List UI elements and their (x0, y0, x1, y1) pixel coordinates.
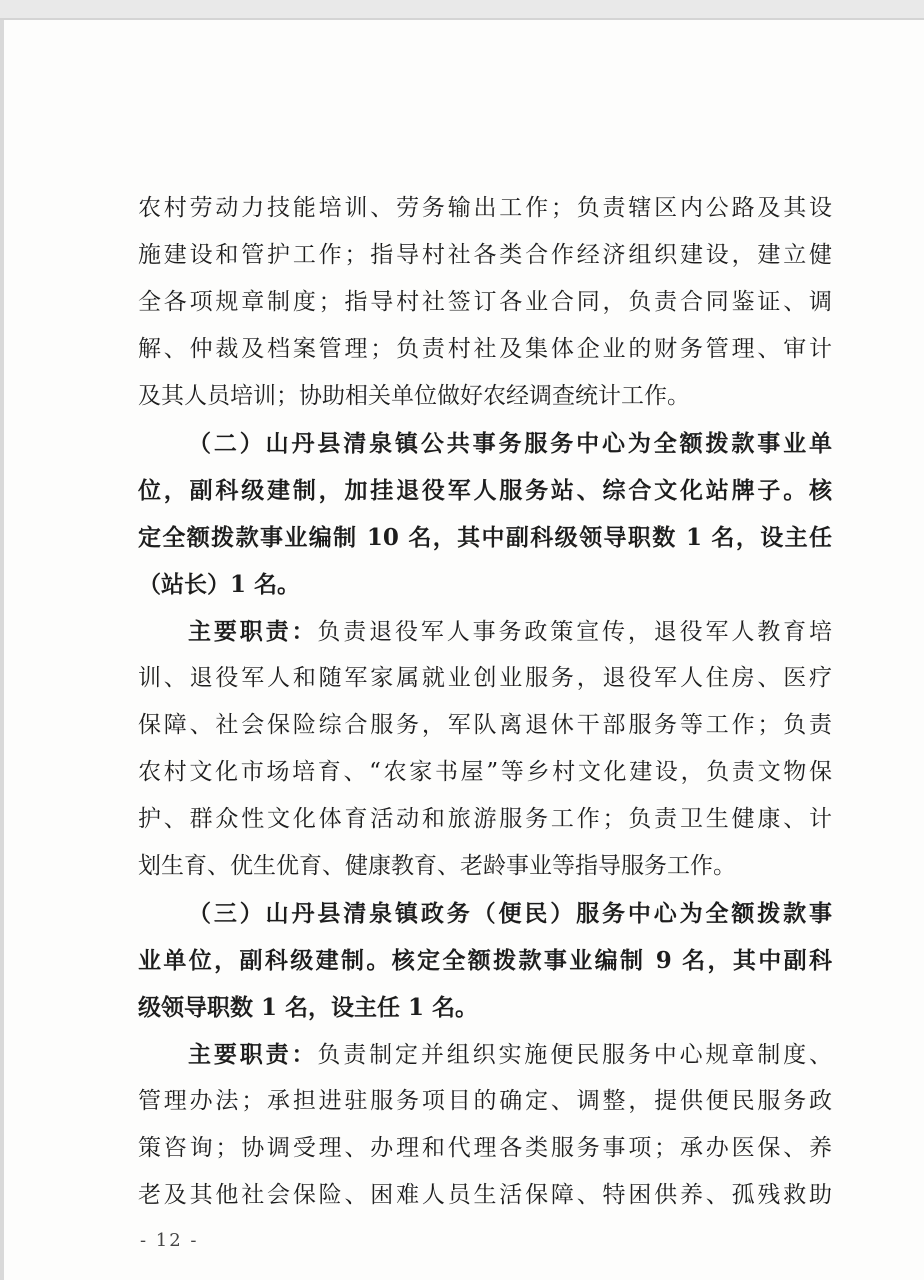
section-heading-line: 级领导职数 1 名，设主任 1 名。 (138, 994, 479, 1021)
paragraph-line: 农村劳动力技能培训、劳务输出工作；负责辖区内公路及其设 (138, 195, 832, 221)
section-heading-line: （二）山丹县清泉镇公共事务服务中心为全额拨款事业单 (188, 430, 832, 457)
paragraph-line: 施建设和管护工作；指导村社各类合作经济组织建设，建立健 (138, 242, 832, 268)
paragraph-line: 全各项规章制度；指导村社签订各业合同，负责合同鉴证、调 (138, 289, 832, 315)
paragraph-line: 老及其他社会保险、困难人员生活保障、特困供养、孤残救助 (138, 1182, 832, 1208)
paragraph-line: 及其人员培训；协助相关单位做好农经调查统计工作。 (138, 383, 690, 409)
section-heading-line: 定全额拨款事业编制 10 名，其中副科级领导职数 1 名，设主任 (138, 524, 832, 551)
page-number: - 12 - (140, 1230, 199, 1251)
paragraph-line: 策咨询；协调受理、办理和代理各类服务事项；承办医保、养 (138, 1135, 832, 1161)
duties-first-line (138, 1031, 832, 1078)
document-page (0, 18, 924, 1280)
duties-label: 主要职责： (188, 1041, 318, 1068)
paragraph-line: 护、群众性文化体育活动和旅游服务工作；负责卫生健康、计 (138, 806, 832, 832)
duties-label: 主要职责： (188, 618, 318, 645)
section-heading-line: （三）山丹县清泉镇政务（便民）服务中心为全额拨款事 (188, 900, 832, 927)
paragraph-line: 农村文化市场培育、“农家书屋”等乡村文化建设，负责文物保 (138, 759, 832, 785)
duties-text: 负责制定并组织实施便民服务中心规章制度、 (317, 1042, 832, 1068)
duties-text: 负责退役军人事务政策宣传，退役军人教育培 (317, 619, 832, 645)
paragraph-line: 管理办法；承担进驻服务项目的确定、调整，提供便民服务政 (138, 1088, 832, 1114)
paragraph-line: 解、仲裁及档案管理；负责村社及集体企业的财务管理、审计 (138, 336, 832, 362)
paragraph-line: 保障、社会保险综合服务，军队离退休干部服务等工作；负责 (138, 712, 832, 738)
section-heading-line: 业单位，副科级建制。核定全额拨款事业编制 9 名，其中副科 (138, 947, 832, 974)
section-heading-line: （站长）1 名。 (138, 571, 301, 598)
document-body (138, 185, 832, 1219)
paragraph-line: 训、退役军人和随军家属就业创业服务，退役军人住房、医疗 (138, 665, 832, 691)
section-heading-line: 位，副科级建制，加挂退役军人服务站、综合文化站牌子。核 (138, 477, 832, 504)
paragraph-line: 划生育、优生优育、健康教育、老龄事业等指导服务工作。 (138, 853, 736, 879)
duties-first-line (138, 608, 832, 655)
